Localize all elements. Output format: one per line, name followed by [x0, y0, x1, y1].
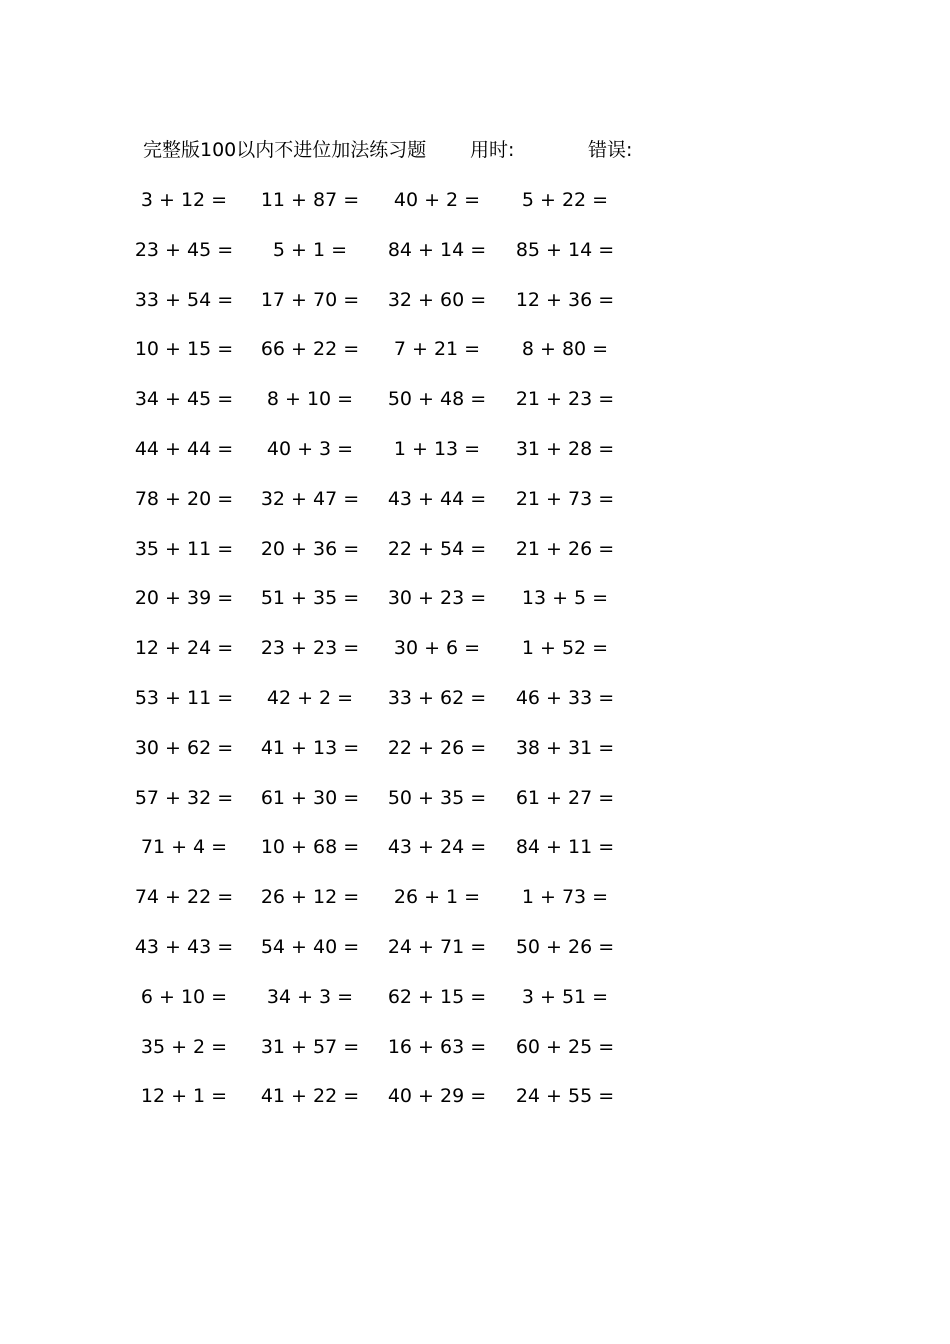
problem-r13-c1: 57 + 32 =: [134, 786, 234, 809]
problem-r6-c1: 44 + 44 =: [134, 438, 234, 460]
problem-r9-c3: 30 + 23 =: [387, 587, 487, 610]
problem-r10-c1: 12 + 24 =: [134, 637, 234, 660]
problem-r15-c1: 74 + 22 =: [134, 886, 234, 909]
problem-r2-c2: 5 + 1 =: [272, 238, 348, 261]
problem-r11-c3: 33 + 62 =: [387, 687, 487, 709]
problem-r7-c2: 32 + 47 =: [260, 487, 360, 510]
problem-r10-c4: 1 + 52 =: [521, 637, 609, 660]
problem-r18-c1: 35 + 2 =: [140, 1035, 228, 1058]
problem-r17-c4: 3 + 51 =: [521, 985, 609, 1008]
problem-r16-c4: 50 + 26 =: [515, 936, 615, 958]
problem-r16-c3: 24 + 71 =: [387, 936, 487, 958]
problem-r8-c2: 20 + 36 =: [260, 537, 360, 560]
problem-r3-c4: 12 + 36 =: [515, 288, 615, 311]
problem-r18-c4: 60 + 25 =: [515, 1035, 615, 1058]
problem-r2-c1: 23 + 45 =: [134, 238, 234, 261]
problem-r11-c1: 53 + 11 =: [134, 687, 234, 709]
problem-r18-c3: 16 + 63 =: [387, 1035, 487, 1058]
problem-r4-c4: 8 + 80 =: [521, 338, 609, 361]
problem-r19-c4: 24 + 55 =: [515, 1085, 615, 1108]
problem-r17-c2: 34 + 3 =: [266, 985, 354, 1008]
problem-r9-c1: 20 + 39 =: [134, 587, 234, 610]
problem-r5-c3: 50 + 48 =: [387, 388, 487, 411]
problem-r14-c4: 84 + 11 =: [515, 836, 615, 859]
problem-r1-c1: 3 + 12 =: [140, 189, 228, 211]
problem-r11-c2: 42 + 2 =: [266, 687, 354, 709]
problem-r9-c4: 13 + 5 =: [521, 587, 609, 610]
problem-r8-c4: 21 + 26 =: [515, 537, 615, 560]
problem-r4-c3: 7 + 21 =: [393, 338, 481, 361]
problem-r12-c4: 38 + 31 =: [515, 736, 615, 759]
problem-r6-c2: 40 + 3 =: [266, 438, 354, 460]
problem-r13-c3: 50 + 35 =: [387, 786, 487, 809]
problem-r3-c2: 17 + 70 =: [260, 288, 360, 311]
problem-r8-c3: 22 + 54 =: [387, 537, 487, 560]
problem-r8-c1: 35 + 11 =: [134, 537, 234, 560]
problem-r4-c1: 10 + 15 =: [134, 338, 234, 361]
problem-r11-c4: 46 + 33 =: [515, 687, 615, 709]
problem-r14-c1: 71 + 4 =: [140, 836, 228, 859]
time-label: 用时:: [470, 139, 515, 161]
problem-r6-c4: 31 + 28 =: [515, 438, 615, 460]
problem-r13-c4: 61 + 27 =: [515, 786, 615, 809]
problem-r16-c2: 54 + 40 =: [260, 936, 360, 958]
problem-r4-c2: 66 + 22 =: [260, 338, 360, 361]
problem-r18-c2: 31 + 57 =: [260, 1035, 360, 1058]
worksheet-title: 完整版100以内不进位加法练习题: [143, 139, 427, 161]
problem-r5-c2: 8 + 10 =: [266, 388, 354, 411]
problem-r1-c3: 40 + 2 =: [393, 189, 481, 211]
problem-r12-c2: 41 + 13 =: [260, 736, 360, 759]
problem-r9-c2: 51 + 35 =: [260, 587, 360, 610]
problem-r5-c4: 21 + 23 =: [515, 388, 615, 411]
problem-r12-c3: 22 + 26 =: [387, 736, 487, 759]
error-label: 错误:: [588, 139, 633, 161]
problem-r15-c4: 1 + 73 =: [521, 886, 609, 909]
problem-r10-c3: 30 + 6 =: [393, 637, 481, 660]
problem-r7-c1: 78 + 20 =: [134, 487, 234, 510]
problem-r2-c3: 84 + 14 =: [387, 238, 487, 261]
problem-r14-c3: 43 + 24 =: [387, 836, 487, 859]
problem-r1-c4: 5 + 22 =: [521, 189, 609, 211]
problem-r16-c1: 43 + 43 =: [134, 936, 234, 958]
problem-r17-c1: 6 + 10 =: [140, 985, 228, 1008]
problem-r14-c2: 10 + 68 =: [260, 836, 360, 859]
problem-r6-c3: 1 + 13 =: [393, 438, 481, 460]
problem-r15-c2: 26 + 12 =: [260, 886, 360, 909]
problem-r19-c3: 40 + 29 =: [387, 1085, 487, 1108]
problem-r12-c1: 30 + 62 =: [134, 736, 234, 759]
problem-r3-c3: 32 + 60 =: [387, 288, 487, 311]
problem-r7-c4: 21 + 73 =: [515, 487, 615, 510]
problem-r2-c4: 85 + 14 =: [515, 238, 615, 261]
problem-r15-c3: 26 + 1 =: [393, 886, 481, 909]
problem-r3-c1: 33 + 54 =: [134, 288, 234, 311]
problem-r5-c1: 34 + 45 =: [134, 388, 234, 411]
problem-r19-c1: 12 + 1 =: [140, 1085, 228, 1108]
problem-r17-c3: 62 + 15 =: [387, 985, 487, 1008]
problem-r10-c2: 23 + 23 =: [260, 637, 360, 660]
problem-r13-c2: 61 + 30 =: [260, 786, 360, 809]
problem-r1-c2: 11 + 87 =: [260, 189, 360, 211]
problem-r19-c2: 41 + 22 =: [260, 1085, 360, 1108]
problem-r7-c3: 43 + 44 =: [387, 487, 487, 510]
